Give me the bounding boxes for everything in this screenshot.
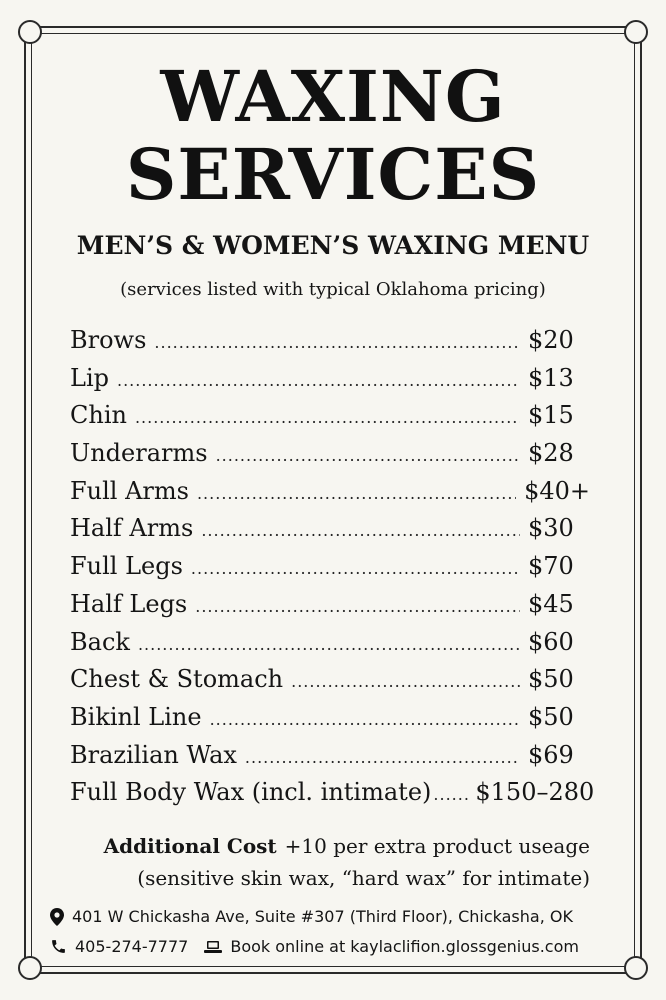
service-name: Chest & Stomach xyxy=(70,665,284,694)
service-price: $150–280 xyxy=(475,778,595,807)
service-name: Half Arms xyxy=(70,514,194,543)
dot-leader xyxy=(197,484,516,503)
additional-cost-detail: (sensitive skin wax, “hard wax” for intimate) xyxy=(137,866,590,890)
laptop-icon xyxy=(204,940,222,954)
service-row xyxy=(70,590,590,628)
service-name: Full Arms xyxy=(70,476,189,505)
dot-leader xyxy=(291,672,520,691)
additional-cost xyxy=(60,830,590,894)
service-name: Back xyxy=(70,627,130,656)
service-list xyxy=(70,326,595,816)
service-row xyxy=(70,665,590,703)
address-text: 401 W Chickasha Ave, Suite #307 (Third Floor), Chickasha, OK xyxy=(72,907,573,926)
pricing-note: (services listed with typical Oklahoma pricing) xyxy=(120,279,546,300)
service-price: $50 xyxy=(528,702,574,731)
dot-leader xyxy=(191,559,520,578)
corner-ornament xyxy=(18,956,42,980)
service-price: $20 xyxy=(528,326,574,354)
additional-cost-line xyxy=(60,830,590,862)
service-row xyxy=(70,477,590,515)
title-line-1: WAXING xyxy=(160,55,506,138)
dot-leader xyxy=(433,785,469,804)
service-price: $50 xyxy=(528,665,574,694)
service-name: Lip xyxy=(70,363,109,392)
menu-subtitle: MEN’S & WOMEN’S WAXING MENU xyxy=(76,231,590,260)
service-name: Full Body Wax (incl. intimate) xyxy=(70,778,432,807)
service-price: $40+ xyxy=(524,476,590,505)
service-row xyxy=(70,401,590,439)
service-price: $30 xyxy=(528,514,574,543)
corner-ornament xyxy=(624,20,648,44)
service-row xyxy=(70,741,590,779)
service-row xyxy=(70,703,590,741)
service-price: $13 xyxy=(528,363,574,392)
title-line-2: SERVICES xyxy=(125,133,541,216)
service-name: Brows xyxy=(70,326,147,354)
service-price: $69 xyxy=(528,740,574,769)
service-name: Half Legs xyxy=(70,589,188,618)
service-price: $28 xyxy=(528,439,574,468)
service-name: Full Legs xyxy=(70,552,183,581)
service-row xyxy=(70,778,595,816)
service-name: Brazilian Wax xyxy=(70,740,237,769)
phone-booking-line xyxy=(50,937,630,956)
dot-leader xyxy=(117,371,520,390)
dot-leader xyxy=(216,446,520,465)
location-pin-icon xyxy=(50,908,64,926)
dot-leader xyxy=(154,333,520,352)
service-price: $15 xyxy=(528,401,574,430)
service-row xyxy=(70,628,590,666)
service-row xyxy=(70,439,590,477)
service-row xyxy=(70,514,590,552)
service-price: $70 xyxy=(528,552,574,581)
service-name: Chin xyxy=(70,401,127,430)
phone-number: 405-274-7777 xyxy=(75,937,189,956)
additional-cost-label: Additional Cost xyxy=(103,834,277,858)
corner-ornament xyxy=(18,20,42,44)
service-name: Underarms xyxy=(70,439,208,468)
dot-leader xyxy=(135,408,520,427)
dot-leader xyxy=(245,748,520,767)
dot-leader xyxy=(138,635,520,654)
service-name: Bikinl Line xyxy=(70,702,202,731)
service-row xyxy=(70,326,590,364)
phone-icon xyxy=(50,938,67,955)
additional-cost-text: +10 per extra product useage xyxy=(284,834,590,858)
service-price: $60 xyxy=(528,627,574,656)
dot-leader xyxy=(201,521,520,540)
booking-text: Book online at kaylaclifion.glossgenius.com xyxy=(230,937,579,956)
corner-ornament xyxy=(624,956,648,980)
service-row xyxy=(70,364,590,402)
service-price: $45 xyxy=(528,589,574,618)
dot-leader xyxy=(210,710,520,729)
address-line xyxy=(50,907,630,926)
service-row xyxy=(70,552,590,590)
dot-leader xyxy=(195,597,520,616)
